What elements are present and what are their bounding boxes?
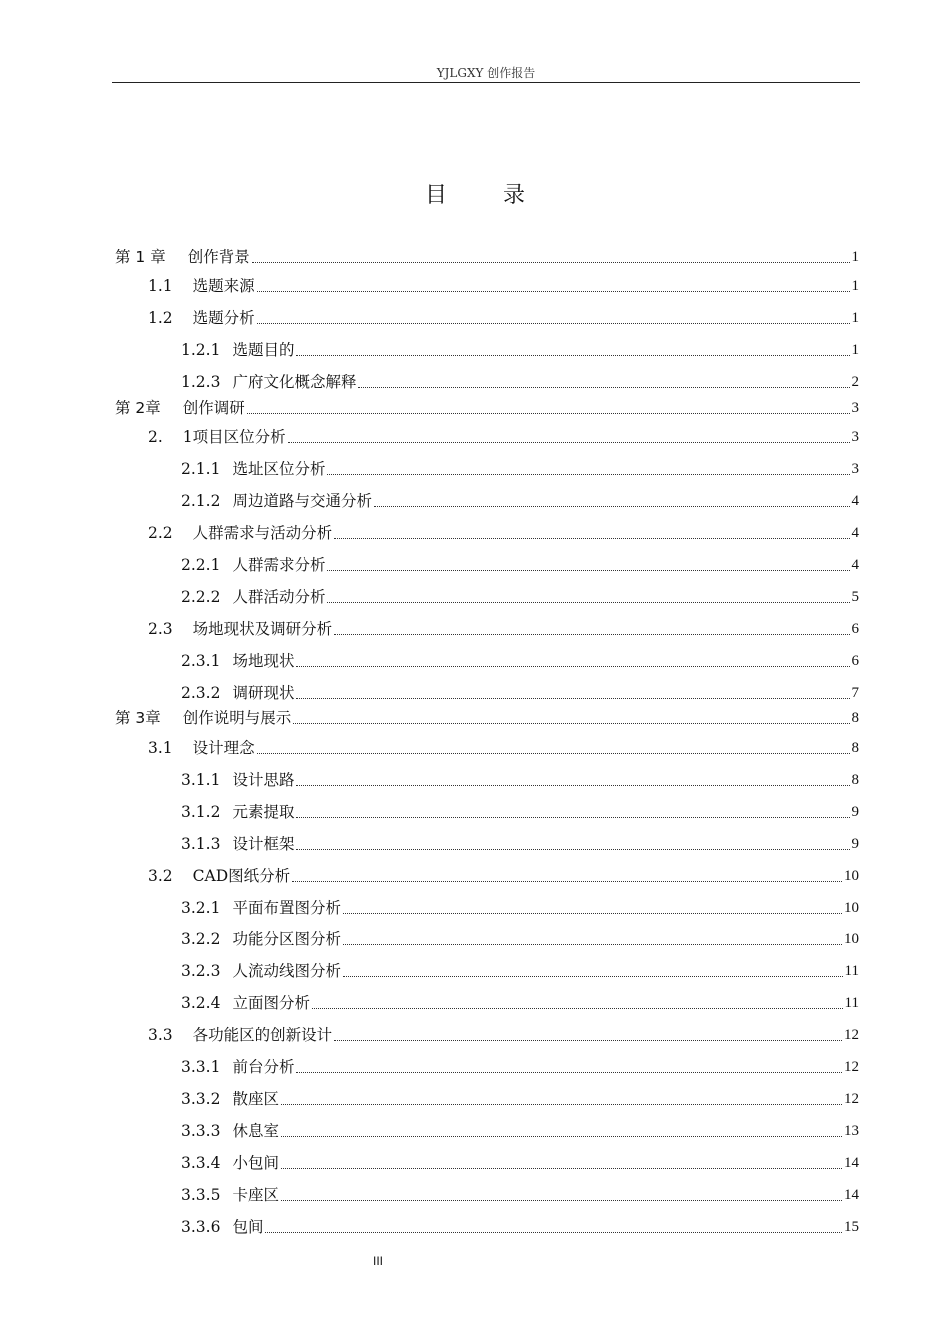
toc-leader-dots <box>252 262 850 263</box>
toc-leader-dots <box>281 1136 842 1137</box>
toc-entry[interactable] <box>148 523 859 543</box>
toc-entry-page: 6 <box>851 621 859 637</box>
toc-entry-number: 第 1 章 <box>115 248 166 266</box>
toc-entry-page: 6 <box>851 653 859 669</box>
toc-entry-title: 小包间 <box>232 1154 279 1172</box>
toc-entry-page: 12 <box>844 1091 859 1107</box>
toc-entry-title: 选题目的 <box>232 341 295 359</box>
toc-entry-title: 人流动线图分析 <box>232 962 341 980</box>
toc-entry[interactable] <box>181 802 859 822</box>
toc-entry-number: 2.2.2 <box>181 588 221 606</box>
toc-leader-dots <box>343 913 842 914</box>
toc-entry[interactable] <box>181 340 859 360</box>
toc-entry[interactable] <box>181 898 859 918</box>
toc-entry[interactable] <box>148 1025 859 1045</box>
toc-entry-title: 设计思路 <box>232 771 295 789</box>
toc-entry[interactable] <box>181 961 859 981</box>
toc-entry[interactable] <box>181 1153 859 1173</box>
toc-leader-dots <box>374 506 850 507</box>
toc-entry-number: 3.3.4 <box>181 1154 221 1172</box>
toc-leader-dots <box>281 1168 842 1169</box>
toc-entry-page: 14 <box>844 1187 859 1203</box>
toc-leader-dots <box>334 634 849 635</box>
toc-entry-number: 3.3.3 <box>181 1122 221 1140</box>
toc-entry-number: 3.1 <box>148 739 173 757</box>
toc-entry-number: 1.2.3 <box>181 373 221 391</box>
toc-entry-page: 4 <box>851 525 859 541</box>
toc-entry-page: 8 <box>851 740 859 756</box>
toc-entry[interactable] <box>181 1185 859 1205</box>
toc-title-left: 目 <box>424 183 447 208</box>
toc-entry[interactable] <box>181 587 859 607</box>
toc-leader-dots <box>343 944 842 945</box>
toc-leader-dots <box>296 355 849 356</box>
toc-entry-page: 1 <box>851 249 859 265</box>
toc-entry-page: 10 <box>844 931 859 947</box>
toc-entry-page: 12 <box>844 1027 859 1043</box>
toc-entry-page: 1 <box>851 310 859 326</box>
toc-entry[interactable] <box>181 683 859 703</box>
toc-leader-dots <box>281 1200 842 1201</box>
toc-entry[interactable] <box>181 1057 859 1077</box>
toc-entry-page: 1 <box>851 278 859 294</box>
toc-entry-number: 2.2 <box>148 524 173 542</box>
toc-entry-title: 各功能区的创新设计 <box>192 1026 333 1044</box>
toc-entry-page: 14 <box>844 1155 859 1171</box>
toc-entry[interactable] <box>148 866 859 886</box>
toc-entry-page: 15 <box>844 1219 859 1235</box>
toc-entry-number: 2.2.1 <box>181 556 221 574</box>
toc-entry[interactable] <box>181 651 859 671</box>
toc-entry[interactable] <box>181 770 859 790</box>
toc-entry-title: 选题来源 <box>192 277 255 295</box>
toc-entry-number: 3.2.2 <box>181 930 221 948</box>
toc-leader-dots <box>281 1104 842 1105</box>
toc-entry[interactable] <box>181 555 859 575</box>
toc-entry-page: 4 <box>851 557 859 573</box>
toc-entry[interactable] <box>148 308 859 328</box>
toc-entry-number: 3.1.1 <box>181 771 221 789</box>
toc-entry-page: 11 <box>844 963 859 979</box>
toc-entry-title: 选题分析 <box>192 309 255 327</box>
toc-leader-dots <box>293 723 849 724</box>
toc-entry[interactable] <box>181 993 859 1013</box>
toc-entry[interactable] <box>181 491 859 511</box>
toc-entry-title: 选址区位分析 <box>232 460 326 478</box>
toc-entry-number: 2. <box>148 428 163 446</box>
toc-entry-page: 12 <box>844 1059 859 1075</box>
toc-entry-title: 前台分析 <box>232 1058 295 1076</box>
toc-entry-title: 散座区 <box>232 1090 279 1108</box>
toc-entry-number: 2.3.2 <box>181 684 221 702</box>
toc-entry[interactable] <box>181 1217 859 1237</box>
toc-entry-number: 3.1.3 <box>181 835 221 853</box>
header-text: YJLGXY 创作报告 <box>436 66 536 80</box>
toc-entry[interactable] <box>115 398 859 418</box>
toc-entry-title: 1项目区位分析 <box>182 428 286 446</box>
toc-leader-dots <box>247 413 850 414</box>
toc-entry-title: 场地现状及调研分析 <box>192 620 333 638</box>
toc-leader-dots <box>296 1072 842 1073</box>
toc-entry-page: 8 <box>851 710 859 726</box>
toc-leader-dots <box>296 785 849 786</box>
toc-leader-dots <box>257 323 850 324</box>
toc-entry-number: 3.2.3 <box>181 962 221 980</box>
toc-entry-number: 第 2章 <box>115 399 161 417</box>
toc-entry[interactable] <box>181 929 859 949</box>
toc-entry-number: 2.3 <box>148 620 173 638</box>
toc-entry-number: 3.2 <box>148 867 173 885</box>
toc-entry[interactable] <box>181 834 859 854</box>
toc-entry-page: 5 <box>851 589 859 605</box>
toc-entry-title: 平面布置图分析 <box>232 899 341 917</box>
toc-entry-page: 9 <box>851 836 859 852</box>
toc-entry-number: 3.2.1 <box>181 899 221 917</box>
toc-entry-title: 包间 <box>232 1218 264 1236</box>
toc-entry-number: 3.1.2 <box>181 803 221 821</box>
toc-entry-page: 4 <box>851 493 859 509</box>
toc-leader-dots <box>288 442 850 443</box>
toc-leader-dots <box>312 1008 843 1009</box>
toc-entry-page: 3 <box>851 461 859 477</box>
toc-entry-number: 3.3 <box>148 1026 173 1044</box>
toc-leader-dots <box>257 291 850 292</box>
toc-entry-title: 设计框架 <box>232 835 295 853</box>
toc-entry-number: 3.3.5 <box>181 1186 221 1204</box>
toc-entry-number: 2.3.1 <box>181 652 221 670</box>
toc-leader-dots <box>265 1232 842 1233</box>
toc-entry-number: 2.1.2 <box>181 492 221 510</box>
toc-entry[interactable] <box>181 459 859 479</box>
toc-leader-dots <box>296 817 849 818</box>
toc-entry-title: 创作背景 <box>187 248 250 266</box>
toc-entry[interactable] <box>181 372 859 392</box>
toc-entry-page: 11 <box>844 995 859 1011</box>
toc-entry-title: 立面图分析 <box>232 994 310 1012</box>
toc-entry-number: 3.3.1 <box>181 1058 221 1076</box>
toc-entry-title: CAD图纸分析 <box>192 867 291 885</box>
toc-leader-dots <box>327 602 849 603</box>
toc-entry-title: 休息室 <box>232 1122 279 1140</box>
toc-entry-page: 3 <box>851 400 859 416</box>
toc-entry-title: 卡座区 <box>232 1186 279 1204</box>
toc-entry-number: 1.2.1 <box>181 341 221 359</box>
toc-entry[interactable] <box>115 708 859 728</box>
toc-leader-dots <box>334 538 849 539</box>
toc-entry-title: 人群需求与活动分析 <box>192 524 333 542</box>
toc-entry[interactable] <box>181 1089 859 1109</box>
toc-entry-number: 1.2 <box>148 309 173 327</box>
toc-entry[interactable] <box>148 738 859 758</box>
page-number: III <box>372 1254 383 1268</box>
toc-entry[interactable] <box>115 247 859 267</box>
toc-leader-dots <box>327 570 849 571</box>
toc-entry[interactable] <box>148 427 859 447</box>
toc-entry-title: 元素提取 <box>232 803 295 821</box>
toc-leader-dots <box>257 753 850 754</box>
toc-leader-dots <box>334 1040 842 1041</box>
toc-entry[interactable] <box>148 619 859 639</box>
toc-entry-page: 10 <box>844 868 859 884</box>
toc-entry-page: 10 <box>844 900 859 916</box>
toc-entry-title: 广府文化概念解释 <box>232 373 357 391</box>
toc-leader-dots <box>292 881 842 882</box>
toc-leader-dots <box>296 698 849 699</box>
toc-entry-title: 场地现状 <box>232 652 295 670</box>
toc-entry-page: 9 <box>851 804 859 820</box>
toc-entry-page: 8 <box>851 772 859 788</box>
toc-entry-page: 2 <box>851 374 859 390</box>
toc-entry-title: 设计理念 <box>192 739 255 757</box>
toc-entry-number: 3.2.4 <box>181 994 221 1012</box>
toc-entry-number: 3.3.6 <box>181 1218 221 1236</box>
toc-entry-title: 周边道路与交通分析 <box>232 492 372 510</box>
toc-entry-number: 1.1 <box>148 277 173 295</box>
toc-leader-dots <box>296 666 849 667</box>
toc-leader-dots <box>296 849 849 850</box>
toc-entry-page: 1 <box>851 342 859 358</box>
toc-entry-number: 2.1.1 <box>181 460 221 478</box>
toc-entry[interactable] <box>181 1121 859 1141</box>
toc-entry-page: 13 <box>844 1123 859 1139</box>
toc-entry-page: 3 <box>851 429 859 445</box>
toc-entry-title: 人群需求分析 <box>232 556 326 574</box>
toc-entry-number: 第 3章 <box>115 709 161 727</box>
toc-entry-title: 调研现状 <box>232 684 295 702</box>
toc-entry[interactable] <box>148 276 859 296</box>
toc-entry-title: 功能分区图分析 <box>232 930 341 948</box>
toc-entry-title: 创作说明与展示 <box>182 709 292 727</box>
toc-leader-dots <box>358 387 849 388</box>
toc-entry-number: 3.3.2 <box>181 1090 221 1108</box>
toc-entry-page: 7 <box>851 685 859 701</box>
toc-entry-title: 创作调研 <box>182 399 245 417</box>
toc-title-right: 录 <box>503 183 526 208</box>
toc-leader-dots <box>343 976 843 977</box>
toc-leader-dots <box>327 474 849 475</box>
toc-entry-title: 人群活动分析 <box>232 588 326 606</box>
